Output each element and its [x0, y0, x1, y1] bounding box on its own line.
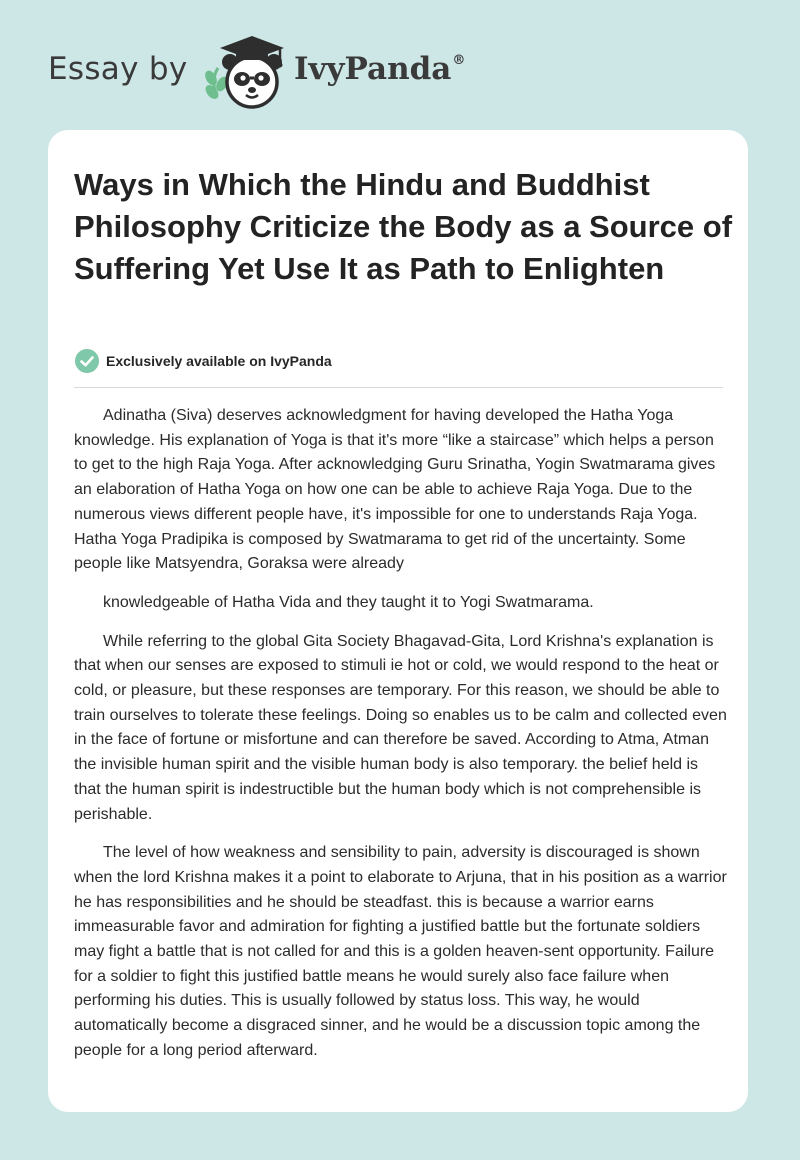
- brand-name-text: [294, 51, 465, 87]
- essay-paragraph: Adinatha (Siva) deserves acknowledgment for having developed the Hatha Yoga knowledge. His explanation of Yoga is that it's more “like a staircase” which helps a person to get to the high Raja Yoga. After acknowledging Guru Srinatha, Yogin Swatmarama gives an elaboration of Hatha Yoga on how one can be able to achieve Raja Yoga. Due to the numerous views different people have, it's impossible for one to understands Raja Yoga. Hatha Yoga Pradipika is composed by Swatmarama to get rid of the uncertainty. Some people like Matsyendra, Goraksa were already: [74, 407, 716, 573]
- trademark-symbol: ®: [452, 53, 466, 68]
- brand-prefix-text: Essay by: [48, 51, 188, 87]
- essay-body: [74, 404, 728, 1078]
- essay-paragraph: knowledgeable of Hatha Vida and they taught it to Yogi Swatmarama.: [103, 593, 594, 611]
- essay-title: Ways in Which the Hindu and Buddhist Philosophy Criticize the Body as a Source of Suffering Yet Use It as Path to Enlighten: [74, 167, 733, 286]
- exclusive-badge: [74, 348, 332, 374]
- title-divider: [74, 387, 723, 388]
- check-circle-icon: [74, 348, 100, 374]
- essay-card: [48, 130, 748, 1112]
- essay-paragraph: While referring to the global Gita Society Bhagavad-Gita, Lord Krishna's explanation is that when our senses are exposed to stimuli ie hot or cold, we would respond to the heat or cold, or pleasure, but these responses are temporary. For this reason, we should be able to train ourselves to tolerate these feelings. Doing so enables us to be calm and collected even in the face of fortune or misfortune and can therefore be saved. According to Atma, Atman the invisible human spirit and the visible human body is also temporary. the belief held is that the human spirit is indestructible but the human body which is not comprehensible is perishable.: [74, 632, 727, 823]
- brand-name-label: IvyPanda: [294, 51, 452, 87]
- site-header-brand[interactable]: [48, 30, 548, 116]
- panda-graduate-logo-icon: [202, 32, 288, 114]
- exclusive-badge-text: Exclusively available on IvyPanda: [106, 353, 332, 369]
- essay-paragraph: The level of how weakness and sensibility to pain, adversity is discouraged is shown when the lord Krishna makes it a point to elaborate to Arjuna, that in his position as a warrior he has responsibilities and he should be steadfast. this is because a warrior earns immeasurable favor and admiration for fighting a justified battle but the fortunate soldiers may fight a battle that is not called for and this is a golden heaven-sent opportunity. Failure for a soldier to fight this justified battle means he would surely also face failure when performing his duties. This is usually followed by status loss. This way, he would automatically become a disgraced sinner, and he would be a discussion topic among the people for a long period afterward.: [74, 844, 727, 1059]
